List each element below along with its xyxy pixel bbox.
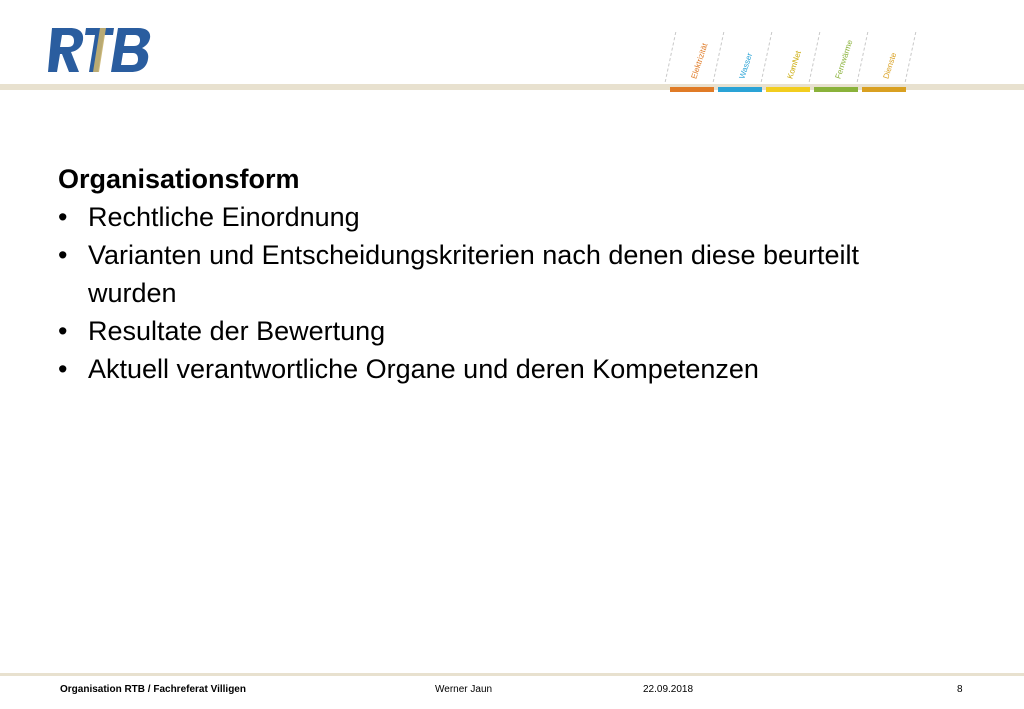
footer-author: Werner Jaun	[435, 684, 493, 695]
tab-separator	[713, 32, 725, 82]
tab-elektrizitaet[interactable]	[668, 30, 714, 92]
tab-label: Dienste	[881, 51, 899, 80]
slide-title: Organisationsform	[58, 164, 300, 194]
bullet-glyph: •	[58, 316, 68, 346]
tab-label: KomNet	[785, 49, 803, 80]
bullet-text: Rechtliche Einordnung	[88, 202, 360, 232]
slide-content	[58, 160, 958, 388]
bullet-item	[58, 236, 908, 312]
tab-color-bar	[814, 87, 858, 92]
bullet-text: Aktuell verantwortliche Organe und deren Kompetenzen	[88, 354, 759, 384]
tab-label: Elektrizität	[689, 42, 710, 80]
bullet-glyph: •	[58, 240, 68, 270]
bullet-text: Resultate der Bewertung	[88, 316, 386, 346]
tab-separator	[905, 32, 917, 82]
tab-color-bar	[718, 87, 762, 92]
category-tabs	[668, 30, 928, 92]
tab-color-bar	[862, 87, 906, 92]
tab-wasser[interactable]	[716, 30, 762, 92]
footer-date: 22.09.2018	[643, 684, 694, 695]
footer-title: Organisation RTB / Fachreferat Villigen	[60, 684, 246, 695]
tab-label: Fernwärme	[833, 38, 855, 80]
page-number: 8	[957, 684, 963, 695]
tab-separator	[857, 32, 869, 82]
footer-divider	[0, 673, 1024, 676]
bullet-glyph: •	[58, 354, 68, 384]
bullet-glyph: •	[58, 202, 68, 232]
tab-komnet[interactable]	[764, 30, 810, 92]
tab-dienste[interactable]	[860, 30, 906, 92]
tab-label: Wasser	[737, 51, 755, 80]
tab-color-bar	[766, 87, 810, 92]
tab-fernwaerme[interactable]	[812, 30, 858, 92]
rtb-logo	[48, 26, 152, 74]
bullet-item	[58, 350, 958, 388]
tab-separator	[665, 32, 677, 82]
bullet-list	[58, 198, 958, 388]
bullet-item	[58, 198, 958, 236]
bullet-item	[58, 312, 958, 350]
tab-separator	[761, 32, 773, 82]
bullet-text: Varianten und Entscheidungskriterien nach denen diese beurteilt wurden	[88, 240, 860, 308]
tab-color-bar	[670, 87, 714, 92]
tab-separator	[809, 32, 821, 82]
